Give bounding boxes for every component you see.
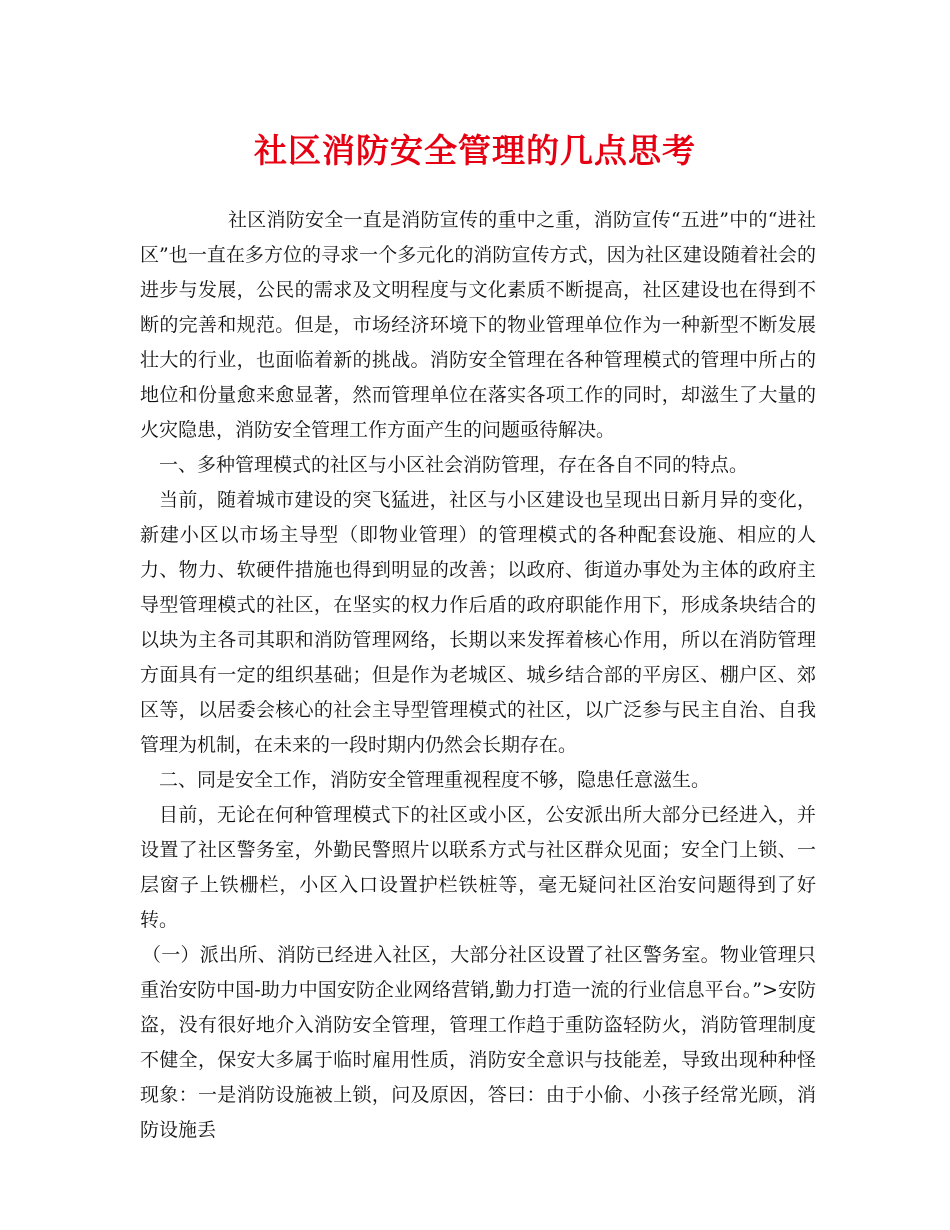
document-body (140, 203, 816, 1148)
paragraph-subsection-1: （一）派出所、消防已经进入社区，大部分社区设置了社区警务室。物业管理只重治安防中国-助力中国安防企业网络营销,勤力打造一流的行业信息平台。”>安防盗，没有很好地介入消防安全管理，管理工作趋于重防盗轻防火，消防管理制度不健全，保安大多属于临时雇用性质，消防安全意识与技能差，导致出现种种怪现象：一是消防设施被上锁，问及原因，答曰：由于小偷、小孩子经常光顾，消防设施丢 (140, 944, 816, 1141)
section-heading-2: 二、同是安全工作，消防安全管理重视程度不够，隐患任意滋生。 (159, 769, 711, 791)
paragraph-intro: 社区消防安全一直是消防宣传的重中之重，消防宣传“五进”中的“进社区”也一直在多方位的寻求一个多元化的消防宣传方式，因为社区建设随着社会的进步与发展，公民的需求及文明程度与文化素质不断提高，社区建设也在得到不断的完善和规范。但是，市场经济环境下的物业管理单位作为一种新型不断发展壮大的行业，也面临着新的挑战。消防安全管理在各种管理模式的管理中所占的地位和份量愈来愈显著，然而管理单位在落实各项工作的同时，却滋生了大量的火灾隐患，消防安全管理工作方面产生的问题亟待解决。 (140, 209, 816, 441)
section-heading-1: 一、多种管理模式的社区与小区社会消防管理，存在各自不同的特点。 (159, 454, 749, 476)
document-title: 社区消防安全管理的几点思考 (254, 131, 696, 170)
paragraph-section-2: 目前，无论在何种管理模式下的社区或小区，公安派出所大部分已经进入，并设置了社区警务室，外勤民警照片以联系方式与社区群众见面；安全门上锁、一层窗子上铁栅栏，小区入口设置护栏铁桩等，毫无疑问社区治安问题得到了好转。 (140, 804, 816, 931)
paragraph-section-1: 当前，随着城市建设的突飞猛进，社区与小区建设也呈现出日新月异的变化，新建小区以市场主导型（即物业管理）的管理模式的各种配套设施、相应的人力、物力、软硬件措施也得到明显的改善；以政府、街道办事处为主体的政府主导型管理模式的社区，在坚实的权力作后盾的政府职能作用下，形成条块结合的以块为主各司其职和消防管理网络，长期以来发挥着核心作用，所以在消防管理方面具有一定的组织基础；但是作为老城区、城乡结合部的平房区、棚户区、郊区等，以居委会核心的社会主导型管理模式的社区，以广泛参与民主自治、自我管理为机制，在未来的一段时期内仍然会长期存在。 (140, 489, 816, 756)
